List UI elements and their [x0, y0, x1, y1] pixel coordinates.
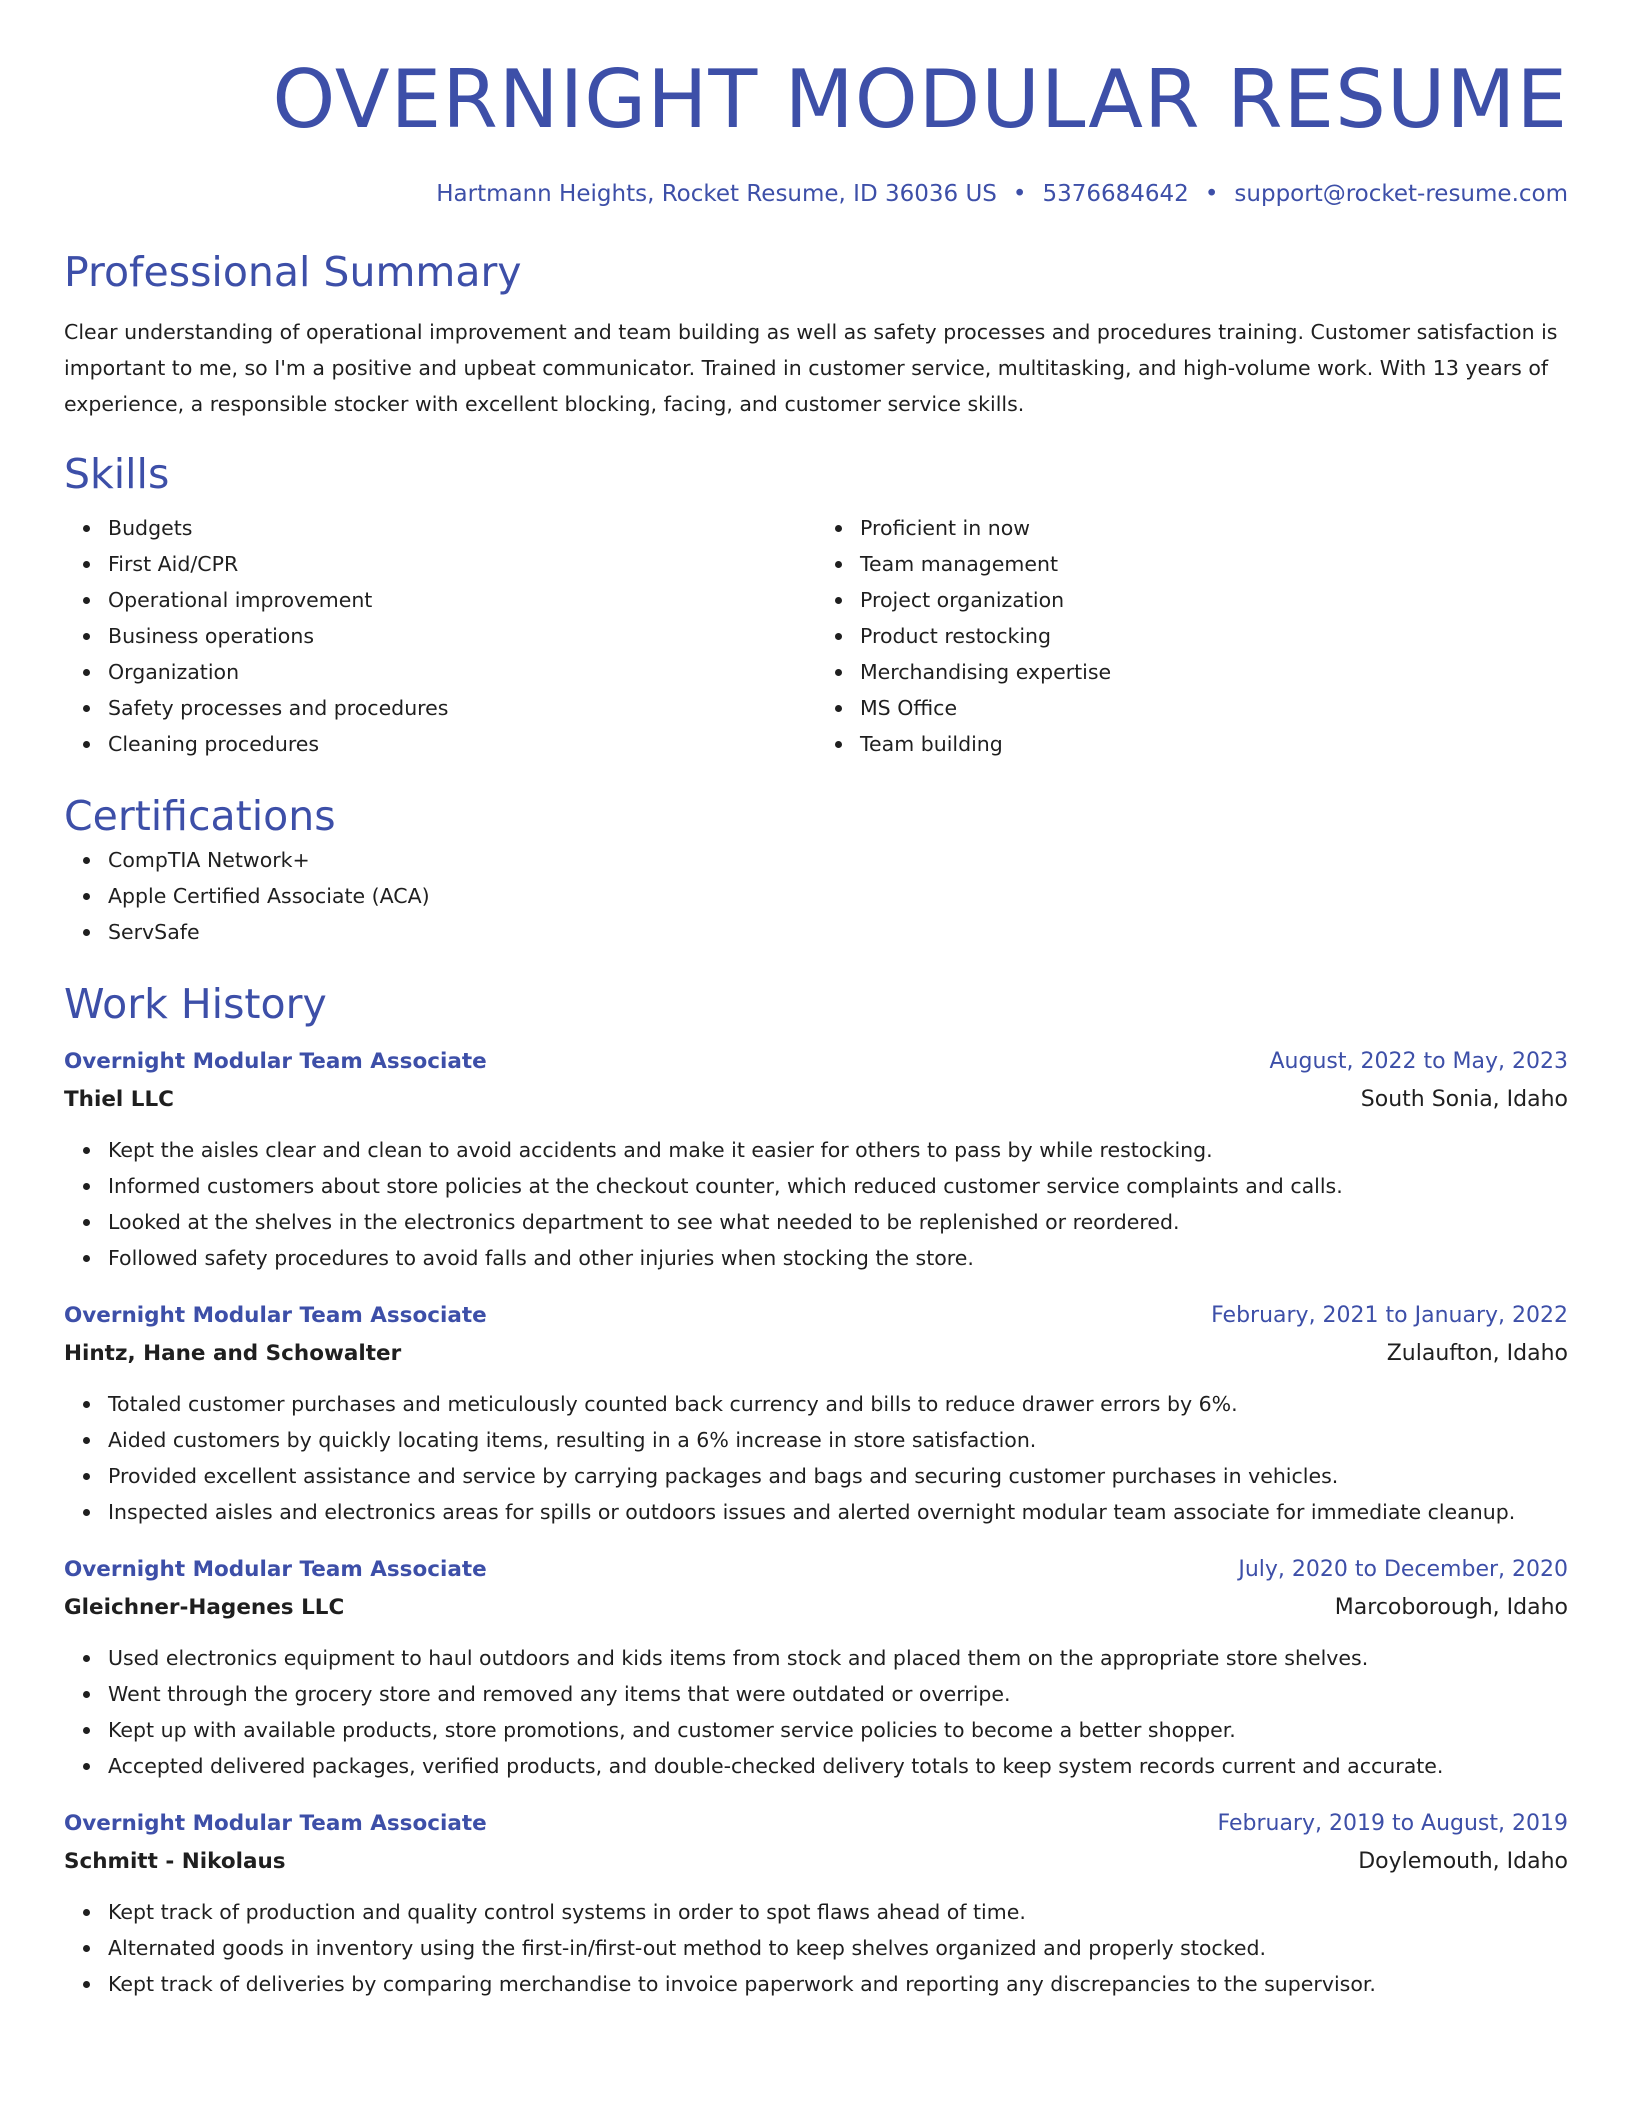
- list-item: Went through the grocery store and removed any items that were outdated or overripe.: [108, 1676, 1568, 1712]
- skills-column-left: [64, 510, 816, 762]
- job-company: Thiel LLC: [64, 1087, 174, 1112]
- job-dates: July, 2020 to December, 2020: [1238, 1557, 1568, 1582]
- list-item: Organization: [108, 654, 816, 690]
- list-item: Safety processes and procedures: [108, 690, 816, 726]
- job-company-row: [64, 1842, 1568, 1882]
- resume-page: [64, 0, 1568, 2002]
- list-item: Kept the aisles clear and clean to avoid accidents and make it easier for others to pass by while restocking.: [108, 1132, 1568, 1168]
- list-item: Cleaning procedures: [108, 726, 816, 762]
- job-title: Overnight Modular Team Associate: [64, 1049, 487, 1074]
- job-location: Zulaufton, Idaho: [1386, 1341, 1568, 1366]
- skills-heading: Skills: [64, 450, 170, 498]
- list-item: Business operations: [108, 618, 816, 654]
- summary-text: Clear understanding of operational improvement and team building as well as safety processes and procedures training. Customer satisfaction is important to me, so I'm a positive and upbeat communicator. Trained in customer service, multitasking, and high-volume work. With 13 years of experience, a responsible stocker with excellent blocking, facing, and customer service skills.: [64, 320, 1558, 416]
- job-company-row: [64, 1080, 1568, 1120]
- list-item: Followed safety procedures to avoid falls and other injuries when stocking the store.: [108, 1240, 1568, 1276]
- list-item: Inspected aisles and electronics areas for spills or outdoors issues and alerted overnight modular team associate for immediate cleanup.: [108, 1494, 1568, 1530]
- job-title: Overnight Modular Team Associate: [64, 1303, 487, 1328]
- job-entry: [64, 1806, 1568, 2002]
- work-history-list: [64, 1044, 1568, 2002]
- summary-heading: Professional Summary: [64, 248, 522, 296]
- job-bullets: [64, 1132, 1568, 1276]
- job-dates: February, 2019 to August, 2019: [1217, 1811, 1568, 1836]
- job-entry: [64, 1044, 1568, 1276]
- contact-separator: •: [1012, 181, 1027, 207]
- list-item: Budgets: [108, 510, 816, 546]
- job-title-row: [64, 1298, 1568, 1334]
- job-company-row: [64, 1334, 1568, 1374]
- job-company: Hintz, Hane and Schowalter: [64, 1341, 402, 1366]
- job-title-row: [64, 1044, 1568, 1080]
- resume-name: OVERNIGHT MODULAR RESUME: [272, 53, 1568, 146]
- skills-column-right: [816, 510, 1568, 762]
- list-item: MS Office: [860, 690, 1568, 726]
- job-dates: August, 2022 to May, 2023: [1269, 1049, 1568, 1074]
- list-item: Aided customers by quickly locating items, resulting in a 6% increase in store satisfaction.: [108, 1422, 1568, 1458]
- list-item: Informed customers about store policies at the checkout counter, which reduced customer service complaints and calls.: [108, 1168, 1568, 1204]
- job-dates: February, 2021 to January, 2022: [1211, 1303, 1568, 1328]
- job-bullets: [64, 1894, 1568, 2002]
- list-item: Proficient in now: [860, 510, 1568, 546]
- job-location: Doylemouth, Idaho: [1358, 1849, 1568, 1874]
- job-bullets: [64, 1640, 1568, 1784]
- list-item: First Aid/CPR: [108, 546, 816, 582]
- job-company: Gleichner-Hagenes LLC: [64, 1595, 345, 1620]
- list-item: Alternated goods in inventory using the first-in/first-out method to keep shelves organized and properly stocked.: [108, 1930, 1568, 1966]
- list-item: Product restocking: [860, 618, 1568, 654]
- job-title-row: [64, 1806, 1568, 1842]
- list-item: Kept up with available products, store promotions, and customer service policies to become a better shopper.: [108, 1712, 1568, 1748]
- job-title: Overnight Modular Team Associate: [64, 1557, 487, 1582]
- list-item: Team building: [860, 726, 1568, 762]
- list-item: Merchandising expertise: [860, 654, 1568, 690]
- job-bullets: [64, 1386, 1568, 1530]
- job-location: Marcoborough, Idaho: [1334, 1595, 1568, 1620]
- job-location: South Sonia, Idaho: [1360, 1087, 1568, 1112]
- list-item: Apple Certified Associate (ACA): [108, 878, 1568, 914]
- list-item: Looked at the shelves in the electronics department to see what needed to be replenished or reordered.: [108, 1204, 1568, 1240]
- contact-separator: •: [1204, 181, 1219, 207]
- job-title: Overnight Modular Team Associate: [64, 1811, 487, 1836]
- list-item: Totaled customer purchases and meticulously counted back currency and bills to reduce drawer errors by 6%.: [108, 1386, 1568, 1422]
- contact-phone: 5376684642: [1042, 181, 1189, 207]
- list-item: Accepted delivered packages, verified products, and double-checked delivery totals to keep system records current and accurate.: [108, 1748, 1568, 1784]
- list-item: Team management: [860, 546, 1568, 582]
- contact-address: Hartmann Heights, Rocket Resume, ID 36036 US: [436, 181, 997, 207]
- skills-grid: [64, 510, 1568, 762]
- work-history-heading: Work History: [64, 980, 327, 1028]
- list-item: Used electronics equipment to haul outdoors and kids items from stock and placed them on the appropriate store shelves.: [108, 1640, 1568, 1676]
- job-company-row: [64, 1588, 1568, 1628]
- list-item: Project organization: [860, 582, 1568, 618]
- job-entry: [64, 1552, 1568, 1784]
- certifications-list: [64, 842, 1568, 950]
- list-item: Kept track of deliveries by comparing merchandise to invoice paperwork and reporting any discrepancies to the supervisor.: [108, 1966, 1568, 2002]
- contact-line: [64, 178, 1568, 210]
- list-item: ServSafe: [108, 914, 1568, 950]
- list-item: CompTIA Network+: [108, 842, 1568, 878]
- job-entry: [64, 1298, 1568, 1530]
- contact-email[interactable]: support@rocket-resume.com: [1234, 181, 1568, 207]
- list-item: Kept track of production and quality control systems in order to spot flaws ahead of time.: [108, 1894, 1568, 1930]
- job-company: Schmitt - Nikolaus: [64, 1849, 286, 1874]
- list-item: Provided excellent assistance and service by carrying packages and bags and securing customer purchases in vehicles.: [108, 1458, 1568, 1494]
- certifications-heading: Certifications: [64, 792, 336, 840]
- job-title-row: [64, 1552, 1568, 1588]
- list-item: Operational improvement: [108, 582, 816, 618]
